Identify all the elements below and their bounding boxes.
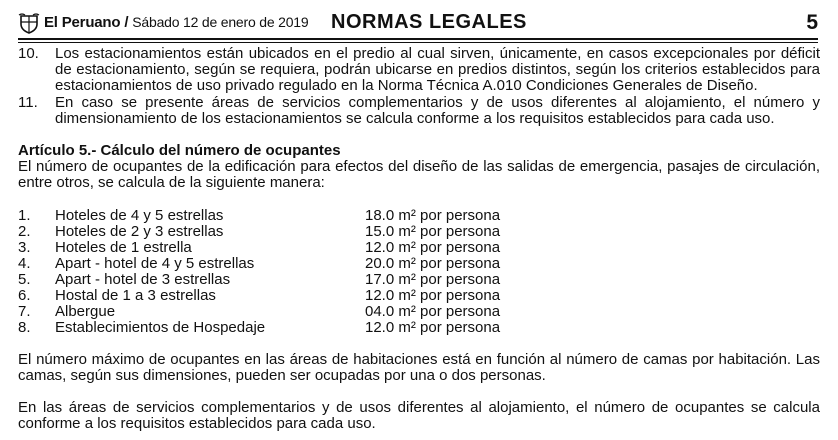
occupancy-row — [18, 272, 820, 288]
row-number: 5. — [18, 270, 31, 288]
row-number: 3. — [18, 238, 31, 256]
row-number: 7. — [18, 302, 31, 320]
row-name: Albergue — [55, 302, 116, 320]
row-value: 18.0 m² por persona — [365, 206, 501, 224]
header-rule-thin — [18, 42, 818, 43]
article-body — [18, 46, 820, 432]
row-value: 12.0 m² por persona — [365, 238, 501, 256]
row-number: 6. — [18, 286, 31, 304]
article-intro: El número de ocupantes de la edificación para efectos del diseño de las salidas de emergencia, pasajes de circulación, entre otros, se calcula de la siguiente manera: — [18, 158, 820, 192]
list-item — [18, 95, 820, 127]
occupancy-row — [18, 240, 820, 256]
occupancy-row — [18, 208, 820, 224]
row-value: 04.0 m² por persona — [365, 302, 501, 320]
item-number: 11. — [18, 93, 38, 111]
issue-date: Sábado 12 de enero de 2019 — [132, 14, 309, 30]
row-number: 4. — [18, 254, 31, 272]
article-title: Artículo 5.- Cálculo del número de ocupantes — [18, 142, 341, 160]
item-text: En caso se presente áreas de servicios complementarios y de usos diferentes al alojamiento, el número y dimensionamiento de los estacionamientos se calcula conforme a los requisitos establecidos para cada uso. — [55, 93, 820, 127]
row-value: 20.0 m² por persona — [365, 254, 501, 272]
page-header — [0, 0, 838, 40]
row-value: 15.0 m² por persona — [365, 222, 501, 240]
row-value: 12.0 m² por persona — [365, 318, 501, 336]
occupancy-row — [18, 224, 820, 240]
row-name: Apart - hotel de 4 y 5 estrellas — [55, 254, 255, 272]
coat-of-arms-icon — [18, 12, 40, 34]
row-name: Hoteles de 2 y 3 estrellas — [55, 222, 224, 240]
paragraph-services: En las áreas de servicios complementarios y de usos diferentes al alojamiento, el número de ocupantes se calcula conforme a los requisitos establecidos para cada uso. — [18, 399, 820, 433]
row-value: 17.0 m² por persona — [365, 270, 501, 288]
row-number: 8. — [18, 318, 31, 336]
paragraph-occupants: El número máximo de ocupantes en las áreas de habitaciones está en función al número de camas por habitación. Las camas, según sus dimensiones, pueden ser ocupadas por una o dos personas. — [18, 350, 820, 384]
row-name: Establecimientos de Hospedaje — [55, 318, 266, 336]
brand-name: El Peruano — [44, 14, 121, 31]
section-title: NORMAS LEGALES — [331, 11, 527, 33]
masthead — [44, 14, 308, 31]
item-number: 10. — [18, 45, 39, 62]
item-text: Los estacionamientos están ubicados en el predio al cual sirven, únicamente, en casos excepcionales por déficit de estacionamiento, según se requiera, podrán ubicarse en predios distintos, según los criterios establecidos para estacionamientos de uso privado regulado en la Norma Técnica A.010 Condiciones Generales de Diseño. — [55, 45, 820, 95]
header-rule-thick — [18, 38, 818, 40]
row-number: 1. — [18, 206, 31, 224]
occupancy-row — [18, 304, 820, 320]
row-name: Hoteles de 4 y 5 estrellas — [55, 206, 224, 224]
list-item — [18, 46, 820, 95]
row-number: 2. — [18, 222, 31, 240]
row-name: Hostal de 1 a 3 estrellas — [55, 286, 216, 304]
row-name: Hoteles de 1 estrella — [55, 238, 192, 256]
row-name: Apart - hotel de 3 estrellas — [55, 270, 231, 288]
occupancy-row — [18, 288, 820, 304]
row-value: 12.0 m² por persona — [365, 286, 501, 304]
occupancy-row — [18, 320, 820, 336]
brand-separator: / — [124, 14, 129, 31]
page-number: 5 — [806, 11, 818, 34]
occupancy-row — [18, 256, 820, 272]
